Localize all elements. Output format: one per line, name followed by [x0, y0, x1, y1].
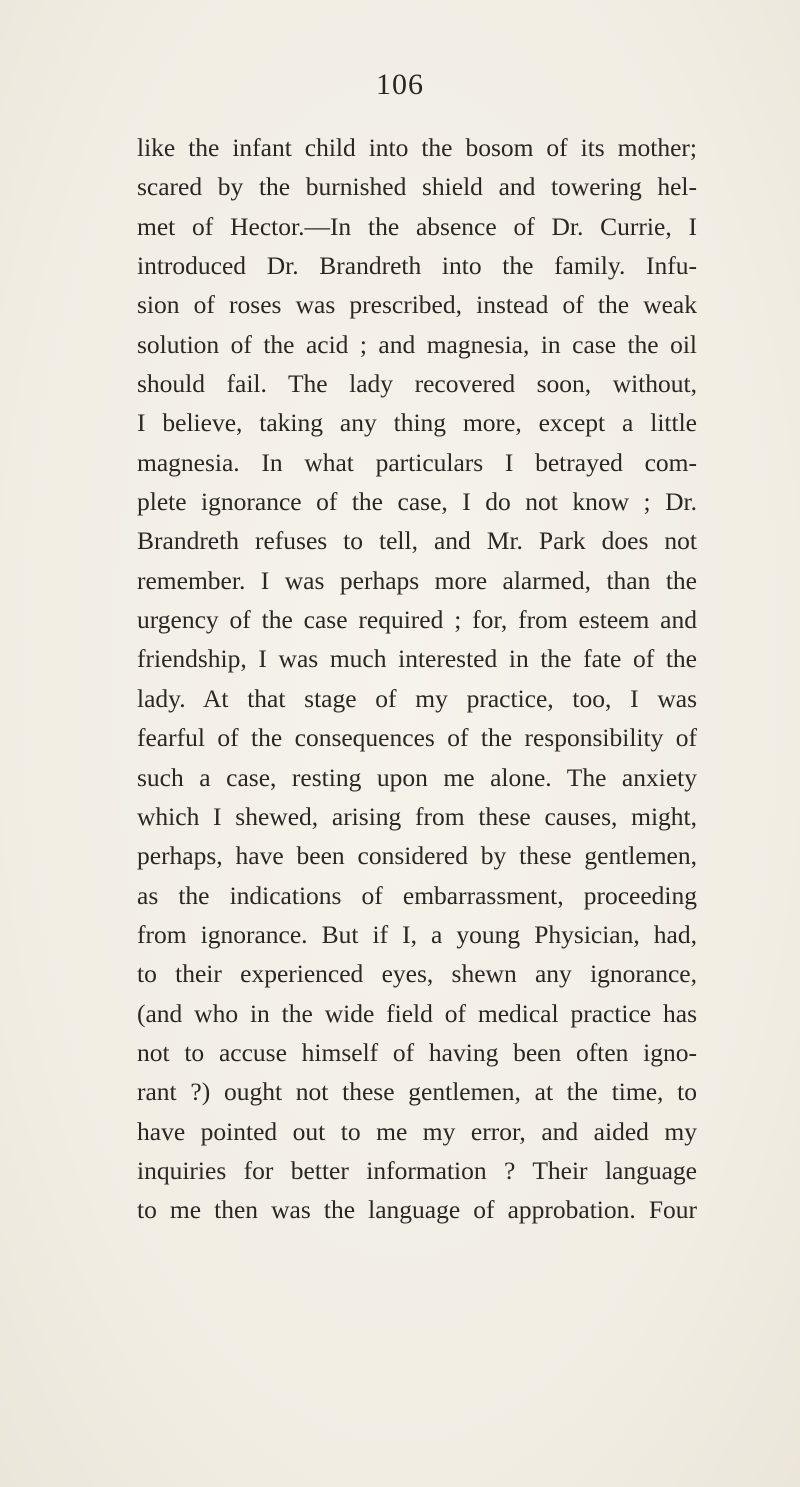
text-line: have pointed out to me my error, and aided my — [137, 1116, 697, 1146]
text-line: such a case, resting upon me alone. The anxiety — [137, 762, 697, 792]
text-line: met of Hector.—In the absence of Dr. Currie, I — [137, 211, 697, 241]
text-line: like the infant child into the bosom of its mother; — [137, 133, 697, 162]
text-line: magnesia. In what particulars I betrayed com- — [137, 447, 697, 477]
text-line: rant ?) ought not these gentlemen, at the time, to — [137, 1077, 697, 1107]
text-line: to their experienced eyes, shewn any ignorance, — [137, 959, 697, 989]
text-line: inquiries for better information ? Their language — [137, 1155, 697, 1185]
text-line: sion of roses was prescribed, instead of the weak — [137, 290, 697, 320]
page-number: 106 — [376, 68, 424, 101]
text-line: introduced Dr. Brandreth into the family. Infu- — [137, 251, 697, 281]
text-line: Brandreth refuses to tell, and Mr. Park does not — [137, 526, 697, 556]
text-line: urgency of the case required ; for, from esteem and — [137, 605, 697, 635]
text-line: I believe, taking any thing more, except a little — [137, 408, 697, 438]
text-line: fearful of the consequences of the responsibility of — [137, 723, 697, 753]
text-line: from ignorance. But if I, a young Physician, had, — [137, 919, 697, 949]
text-line: which I shewed, arising from these causes, might, — [137, 801, 697, 831]
text-line: should fail. The lady recovered soon, without, — [137, 369, 697, 399]
text-line: not to accuse himself of having been often igno- — [137, 1037, 697, 1067]
text-line: plete ignorance of the case, I do not know ; Dr. — [137, 487, 697, 517]
text-line: scared by the burnished shield and towering hel- — [137, 172, 697, 202]
text-line: perhaps, have been considered by these gentlemen, — [137, 841, 697, 871]
text-line: (and who in the wide field of medical practice has — [137, 998, 697, 1028]
text-line: friendship, I was much interested in the fate of the — [137, 644, 697, 674]
text-line: remember. I was perhaps more alarmed, than the — [137, 565, 697, 595]
text-line: lady. At that stage of my practice, too, I was — [137, 683, 697, 713]
text-line: solution of the acid ; and magnesia, in case the oil — [137, 329, 697, 359]
text-line: to me then was the language of approbation. Four — [137, 1195, 697, 1225]
text-line: as the indications of embarrassment, proceeding — [137, 880, 697, 910]
body-text — [137, 128, 697, 1230]
